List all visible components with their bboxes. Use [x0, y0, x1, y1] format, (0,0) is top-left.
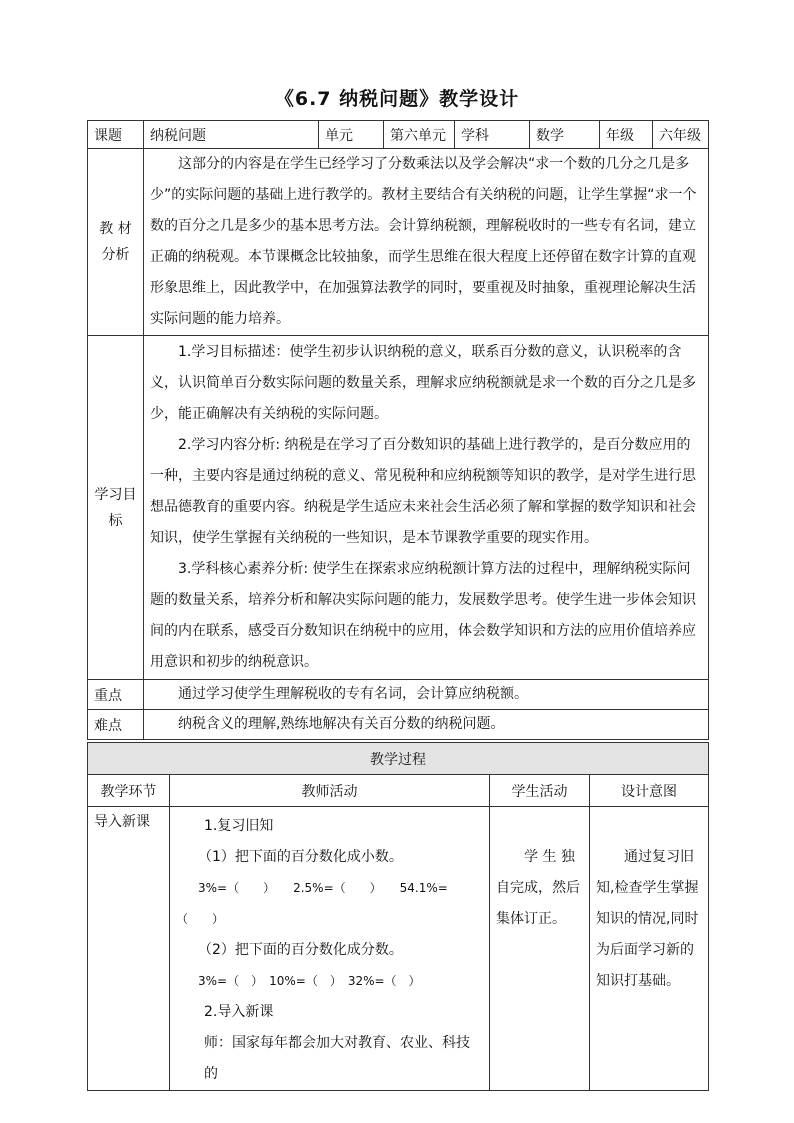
subject-label: 学科 [455, 121, 530, 149]
process-row [88, 807, 709, 1091]
teacher-line: 3%=（ ） 10%=（ ） 32%=（ ） [198, 974, 421, 988]
col-teacher: 教师活动 [170, 775, 490, 807]
difficulty-label: 难点 [88, 710, 144, 740]
subject-value: 数学 [530, 121, 600, 149]
design-intent: 通过复习旧知,检查学生掌握知识的情况,同时为后面学习新的知识打基础。 [596, 849, 699, 989]
analysis-text: 这部分的内容是在学生已经学习了分数乘法以及学会解决“求一个数的几分之几是多少”的实际问题的基础上进行教学的。教材主要结合有关纳税的问题，让学生掌握“求一个数的百分之几是多少的基本思考方法。会计算纳税额，理解税收时的一些专有名词，建立正确的纳税观。本节课概念比较抽象，而学生思维在很大程度上还停留在数字计算的直观形象思维上，因此教学中，在加强算法教学的同时，要重视及时抽象，重视理论解决生活实际问题的能力培养。 [150, 156, 697, 327]
process-table [87, 742, 709, 1091]
teacher-line: 1.复习旧知 [204, 818, 274, 834]
unit-label: 单元 [319, 121, 384, 149]
grade-label: 年级 [600, 121, 653, 149]
grade-value: 六年级 [653, 121, 709, 149]
goals-row [88, 336, 709, 680]
header-row [88, 121, 709, 149]
difficulty-text: 纳税含义的理解,熟练地解决有关百分数的纳税问题。 [178, 716, 505, 732]
teacher-line: 2.导入新课 [204, 1004, 274, 1020]
key-text: 通过学习使学生理解税收的专有名词，会计算应纳税额。 [178, 686, 528, 702]
stage-value: 导入新课 [88, 807, 170, 1091]
process-heading: 教学过程 [88, 743, 709, 775]
col-student: 学生活动 [490, 775, 590, 807]
goal-item: 2.学习内容分析: 纳税是在学习了百分数知识的基础上进行教学的，是百分数应用的一种，主要内容是通过纳税的意义、常见税种和应纳税额等知识的教学，是对学生进行思想品德教育的重要内容。纳税是学生适应未来社会生活必须了解和掌握的数学知识和社会知识，使学生掌握有关纳税的一些知识，是本节课教学重要的现实作用。 [150, 437, 696, 546]
col-intent: 设计意图 [590, 775, 709, 807]
analysis-row [88, 149, 709, 336]
goals-label: 学习目标 [94, 486, 137, 529]
page-title: 《6.7 纳税问题》教学设计 [274, 88, 520, 110]
key-row [88, 680, 709, 710]
goal-item: 1.学习目标描述：使学生初步认识纳税的意义，联系百分数的意义，认识税率的含义，认识简单百分数实际问题的数量关系，理解求应纳税额就是求一个数的百分之几是多少，能正确解决有关纳税的实际问题。 [150, 344, 696, 422]
design-table [87, 120, 709, 740]
topic-label: 课题 [88, 121, 144, 149]
analysis-label: 教 材 分析 [99, 221, 132, 263]
key-label: 重点 [88, 680, 144, 710]
teacher-line: 3%=（ ） 2.5%=（ ） 54.1%= [198, 881, 448, 895]
unit-value: 第六单元 [384, 121, 455, 149]
difficulty-row [88, 710, 709, 740]
teacher-line: （2）把下面的百分数化成分数。 [198, 942, 403, 958]
teacher-line: （ ） [176, 912, 225, 926]
student-activity: 学 生 独自完成，然后集体订正。 [496, 849, 580, 927]
topic-value: 纳税问题 [144, 121, 319, 149]
teacher-line: 师：国家每年都会加大对教育、农业、科技的 [204, 1035, 470, 1082]
goal-item: 3.学科核心素养分析: 使学生在探索求应纳税额计算方法的过程中，理解纳税实际问题的数量关系，培养分析和解决实际问题的能力，发展数学思考。使学生进一步体会知识间的内在联系，感受百分数知识在纳税中的应用，体会数学知识和方法的应用价值培养应用意识和初步的纳税意识。 [150, 561, 696, 670]
col-stage: 教学环节 [88, 775, 170, 807]
teacher-line: （1）把下面的百分数化成小数。 [198, 849, 403, 865]
